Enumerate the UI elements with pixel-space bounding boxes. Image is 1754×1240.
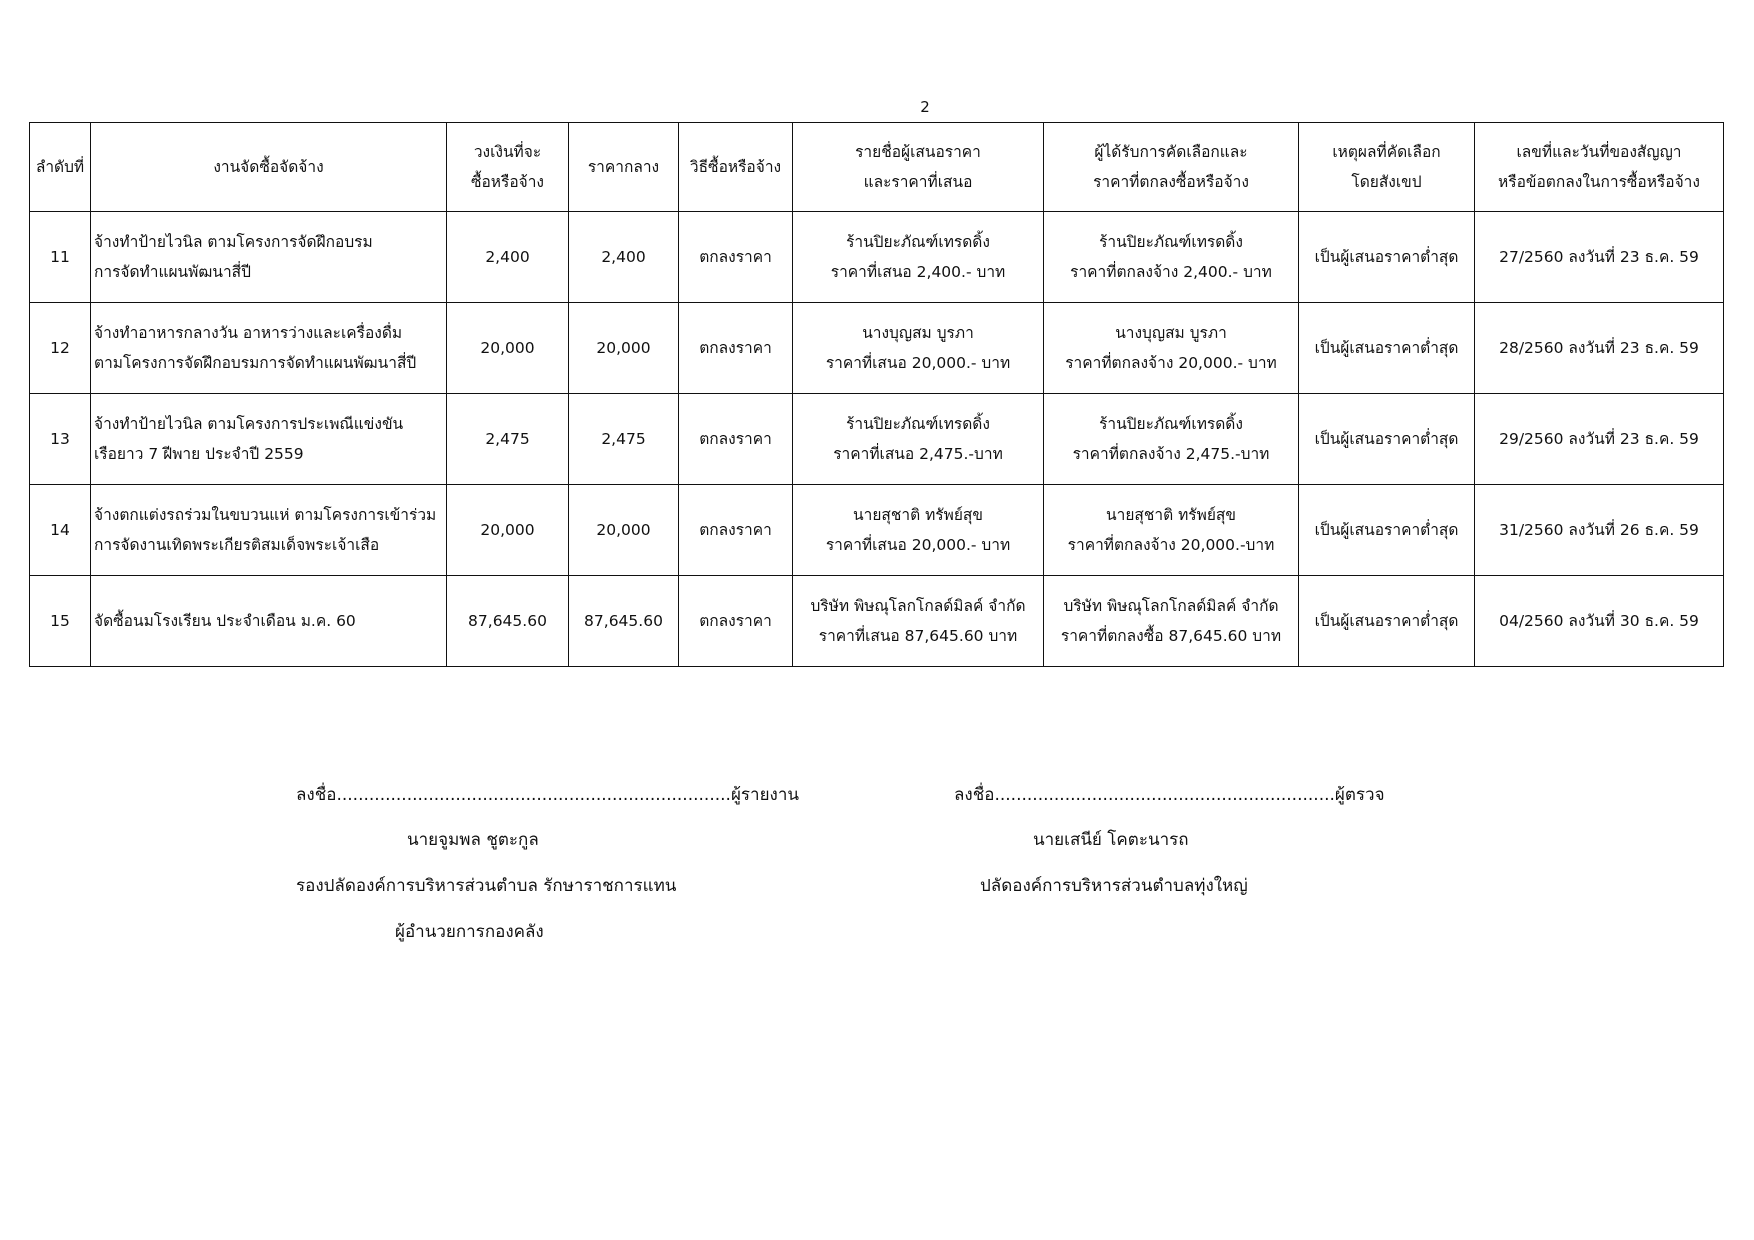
item-description: จ้างตกแต่งรถร่วมในขบวนแห่ ตามโครงการเข้าร่วม การจัดงานเทิดพระเกียรติสมเด็จพระเจ้าเสือ	[91, 485, 447, 576]
winner-info: นางบุญสม บูรภา ราคาที่ตกลงจ้าง 20,000.- บาท	[1044, 303, 1299, 394]
procurement-method: ตกลงราคา	[679, 212, 793, 303]
table-row	[30, 576, 1724, 667]
winner-info: บริษัท พิษณุโลกโกลด์มิลค์ จำกัด ราคาที่ตกลงซื้อ 87,645.60 บาท	[1044, 576, 1299, 667]
header-no: ลำดับที่	[30, 123, 91, 212]
reporter-name: นายจูมพล ชูตะกูล	[407, 830, 539, 850]
reporter-sign-line: ลงชื่อ.........................................................................ผู้รายงาน	[296, 785, 800, 805]
reporter-department: ผู้อำนวยการกองคลัง	[395, 922, 544, 942]
bidder-info: นายสุชาติ ทรัพย์สุข ราคาที่เสนอ 20,000.- บาท	[793, 485, 1044, 576]
selection-reason: เป็นผู้เสนอราคาต่ำสุด	[1299, 576, 1475, 667]
item-description: จ้างทำป้ายไวนิล ตามโครงการจัดฝึกอบรม การจัดทำแผนพัฒนาสี่ปี	[91, 212, 447, 303]
contract-ref: 04/2560 ลงวันที่ 30 ธ.ค. 59	[1475, 576, 1724, 667]
selection-reason: เป็นผู้เสนอราคาต่ำสุด	[1299, 303, 1475, 394]
item-description: จ้างทำป้ายไวนิล ตามโครงการประเพณีแข่งขัน เรือยาว 7 ฝีพาย ประจำปี 2559	[91, 394, 447, 485]
header-reason: เหตุผลที่คัดเลือก โดยสังเขป	[1299, 123, 1475, 212]
budget-amount: 87,645.60	[447, 576, 569, 667]
row-number: 14	[30, 485, 91, 576]
median-price: 2,400	[569, 212, 679, 303]
winner-info: นายสุชาติ ทรัพย์สุข ราคาที่ตกลงจ้าง 20,000.-บาท	[1044, 485, 1299, 576]
median-price: 2,475	[569, 394, 679, 485]
contract-ref: 27/2560 ลงวันที่ 23 ธ.ค. 59	[1475, 212, 1724, 303]
bidder-info: บริษัท พิษณุโลกโกลด์มิลค์ จำกัด ราคาที่เสนอ 87,645.60 บาท	[793, 576, 1044, 667]
header-method: วิธีซื้อหรือจ้าง	[679, 123, 793, 212]
row-number: 15	[30, 576, 91, 667]
procurement-method: ตกลงราคา	[679, 576, 793, 667]
procurement-method: ตกลงราคา	[679, 394, 793, 485]
median-price: 20,000	[569, 303, 679, 394]
contract-ref: 28/2560 ลงวันที่ 23 ธ.ค. 59	[1475, 303, 1724, 394]
budget-amount: 2,400	[447, 212, 569, 303]
bidder-info: ร้านปิยะภัณฑ์เทรดดิ้ง ราคาที่เสนอ 2,400.- บาท	[793, 212, 1044, 303]
selection-reason: เป็นผู้เสนอราคาต่ำสุด	[1299, 394, 1475, 485]
table-header-row	[30, 123, 1724, 212]
winner-info: ร้านปิยะภัณฑ์เทรดดิ้ง ราคาที่ตกลงจ้าง 2,400.- บาท	[1044, 212, 1299, 303]
budget-amount: 20,000	[447, 485, 569, 576]
inspector-name: นายเสนีย์ โคตะนารถ	[1033, 830, 1189, 850]
contract-ref: 31/2560 ลงวันที่ 26 ธ.ค. 59	[1475, 485, 1724, 576]
selection-reason: เป็นผู้เสนอราคาต่ำสุด	[1299, 212, 1475, 303]
procurement-method: ตกลงราคา	[679, 485, 793, 576]
item-description: จ้างทำอาหารกลางวัน อาหารว่างและเครื่องดื่ม ตามโครงการจัดฝึกอบรมการจัดทำแผนพัฒนาสี่ปี	[91, 303, 447, 394]
procurement-table	[29, 122, 1724, 667]
contract-ref: 29/2560 ลงวันที่ 23 ธ.ค. 59	[1475, 394, 1724, 485]
table-row	[30, 212, 1724, 303]
winner-info: ร้านปิยะภัณฑ์เทรดดิ้ง ราคาที่ตกลงจ้าง 2,475.-บาท	[1044, 394, 1299, 485]
median-price: 20,000	[569, 485, 679, 576]
selection-reason: เป็นผู้เสนอราคาต่ำสุด	[1299, 485, 1475, 576]
header-contract: เลขที่และวันที่ของสัญญา หรือข้อตกลงในการซื้อหรือจ้าง	[1475, 123, 1724, 212]
bidder-info: ร้านปิยะภัณฑ์เทรดดิ้ง ราคาที่เสนอ 2,475.-บาท	[793, 394, 1044, 485]
budget-amount: 2,475	[447, 394, 569, 485]
bidder-info: นางบุญสม บูรภา ราคาที่เสนอ 20,000.- บาท	[793, 303, 1044, 394]
row-number: 13	[30, 394, 91, 485]
header-budget: วงเงินที่จะ ซื้อหรือจ้าง	[447, 123, 569, 212]
median-price: 87,645.60	[569, 576, 679, 667]
header-item: งานจัดซื้อจัดจ้าง	[91, 123, 447, 212]
table-row	[30, 394, 1724, 485]
inspector-sign-line: ลงชื่อ...............................................................ผู้ตรวจ	[954, 785, 1385, 805]
table-row	[30, 303, 1724, 394]
row-number: 11	[30, 212, 91, 303]
header-winner: ผู้ได้รับการคัดเลือกและ ราคาที่ตกลงซื้อหรือจ้าง	[1044, 123, 1299, 212]
page-number: 2	[920, 98, 930, 116]
budget-amount: 20,000	[447, 303, 569, 394]
table-row	[30, 485, 1724, 576]
item-description: จัดซื้อนมโรงเรียน ประจำเดือน ม.ค. 60	[91, 576, 447, 667]
reporter-position: รองปลัดองค์การบริหารส่วนตำบล รักษาราชการแทน	[296, 876, 677, 896]
inspector-position: ปลัดองค์การบริหารส่วนตำบลทุ่งใหญ่	[980, 876, 1248, 896]
header-median-price: ราคากลาง	[569, 123, 679, 212]
header-bidders: รายชื่อผู้เสนอราคา และราคาที่เสนอ	[793, 123, 1044, 212]
procurement-method: ตกลงราคา	[679, 303, 793, 394]
row-number: 12	[30, 303, 91, 394]
